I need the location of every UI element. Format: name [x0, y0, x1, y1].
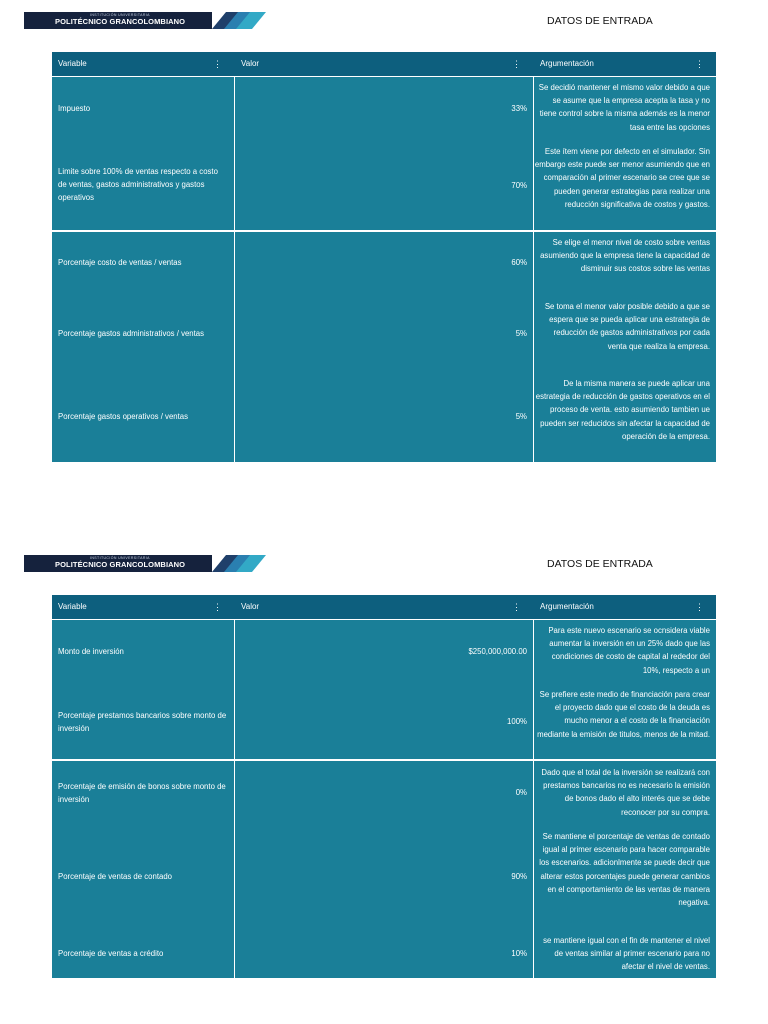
- column-header-variable[interactable]: [52, 52, 234, 76]
- page-title: DATOS DE ENTRADA: [547, 558, 653, 570]
- table-row-argument: Se mantiene el porcentaje de ventas de contado igual al primer escenario para hacer comparable los escenarios. adicionlmente se puede decir que alterar estos porcentajes puede generar cambios en el comportamiento de las ventas de manera negativa.: [539, 832, 710, 908]
- column-menu-icon[interactable]: ⋮: [695, 59, 704, 69]
- column-menu-icon[interactable]: ⋮: [213, 59, 222, 69]
- logo-stripes-icon: [208, 555, 272, 572]
- column-label: Variable: [58, 602, 87, 611]
- table-row-variable: Impuesto: [58, 104, 91, 113]
- logo-title: POLITÉCNICO GRANCOLOMBIANO: [55, 560, 186, 569]
- column-header-valor[interactable]: [235, 595, 533, 619]
- value-cell-group: [235, 761, 533, 978]
- logo-stripes-icon: [208, 12, 272, 29]
- table-row-variable: Porcentaje de emisión de bonos sobre monto de inversión: [58, 782, 226, 804]
- table-row-variable: Porcentaje de ventas de contado: [58, 872, 173, 881]
- table-row-argument: Se toma el menor valor posible debido a que se espera que se pueda aplicar una estrategia de reducción de gastos administrativos por cada venta que realiza la empresa.: [544, 302, 710, 351]
- table-row-variable: Monto de inversión: [58, 647, 124, 656]
- table-row-argument: De la misma manera se puede aplicar una estrategia de reducción de gastos operativos en el proceso de venta. esto asumiendo tambien ue pueden ser reducidos sin afectar la capacidad de operación de la empresa.: [535, 379, 710, 441]
- column-label: Valor: [241, 59, 260, 68]
- column-header-valor[interactable]: [235, 52, 533, 76]
- column-menu-icon[interactable]: ⋮: [512, 59, 521, 69]
- value-cell-group: [235, 620, 533, 759]
- table-row-value: $250,000,000.00: [468, 647, 527, 656]
- table-row-argument: Este ítem viene por defecto en el simulador. Sin embargo este puede ser menor asumiendo que en comparación al primer escenario se cree que se pueden generar estrategias para realizar una reducción significativa de costos y gastos.: [534, 147, 710, 209]
- column-menu-icon[interactable]: ⋮: [512, 602, 521, 612]
- column-label: Argumentación: [540, 59, 594, 68]
- table-row-variable: Porcentaje de ventas a crédito: [58, 949, 164, 958]
- logo-subtitle: INSTITUCIÓN UNIVERSITARIA: [90, 556, 150, 560]
- column-label: Argumentación: [540, 602, 594, 611]
- column-label: Variable: [58, 59, 87, 68]
- table-row-value: 5%: [515, 329, 527, 338]
- column-menu-icon[interactable]: ⋮: [695, 602, 704, 612]
- table-row-value: 70%: [511, 181, 527, 190]
- column-label: Valor: [241, 602, 260, 611]
- table-row-argument: Se elige el menor nivel de costo sobre ventas asumiendo que la empresa tiene la capacidad de disminuir sus costos sobre las ventas: [540, 238, 710, 274]
- table-row-variable: Porcentaje gastos operativos / ventas: [58, 412, 189, 421]
- table-row-value: 33%: [511, 104, 527, 113]
- table-row-argument: se mantiene igual con el fin de mantener el nivel de ventas similar al primer escenario para no afectar el nivel de ventas.: [543, 936, 710, 972]
- column-header-argumentacion[interactable]: [534, 595, 716, 619]
- logo-title: POLITÉCNICO GRANCOLOMBIANO: [55, 17, 186, 26]
- table-header: [52, 52, 716, 76]
- table-row-value: 10%: [511, 949, 527, 958]
- table-row-variable: Porcentaje costo de ventas / ventas: [58, 258, 182, 267]
- table-row-variable: Limite sobre 100% de ventas respecto a costo de ventas, gastos administrativos y gastos operativos: [58, 167, 218, 202]
- column-header-argumentacion[interactable]: [534, 52, 716, 76]
- variable-cell-group: [52, 77, 234, 230]
- institution-logo: [24, 555, 212, 572]
- variable-cell-group: [52, 620, 234, 759]
- table-row-value: 0%: [515, 788, 527, 797]
- table-row-value: 90%: [511, 872, 527, 881]
- table-row-value: 5%: [515, 412, 527, 421]
- table-row-variable: Porcentaje prestamos bancarios sobre monto de inversión: [58, 711, 227, 733]
- table-row-value: 100%: [507, 717, 527, 726]
- table-row-argument: Para este nuevo escenario se ocnsidera viable aumentar la inversión en un 25% dado que las condiciones de costo de capital al rededor del 10%, respecto a un: [548, 626, 710, 675]
- table-row-argument: Se decidió mantener el mismo valor debido a que se asume que la empresa acepta la tasa y no tiene control sobre la misma además es la menor tasa entre las opciones: [538, 83, 710, 132]
- table-row-value: 60%: [511, 258, 527, 267]
- value-cell-group: [235, 77, 533, 230]
- value-cell-group: [235, 232, 533, 462]
- column-menu-icon[interactable]: ⋮: [213, 602, 222, 612]
- institution-logo: [24, 12, 212, 29]
- table-row-argument: Se prefiere este medio de financiación para crear el proyecto dado que el costo de la deuda es mucho menor a el costo de la financiación mediante la emisión de titulos, menos de la mitad.: [537, 690, 710, 739]
- page-title: DATOS DE ENTRADA: [547, 15, 653, 27]
- table-header: [52, 595, 716, 619]
- table-row-argument: Dado que el total de la inversión se realizará con prestamos bancarios no es necesario la emisión de bonos dado el alto interés que se debe reconocer por su compra.: [541, 768, 710, 817]
- logo-subtitle: INSTITUCIÓN UNIVERSITARIA: [90, 13, 150, 17]
- column-header-variable[interactable]: [52, 595, 234, 619]
- table-row-variable: Porcentaje gastos administrativos / ventas: [58, 329, 205, 338]
